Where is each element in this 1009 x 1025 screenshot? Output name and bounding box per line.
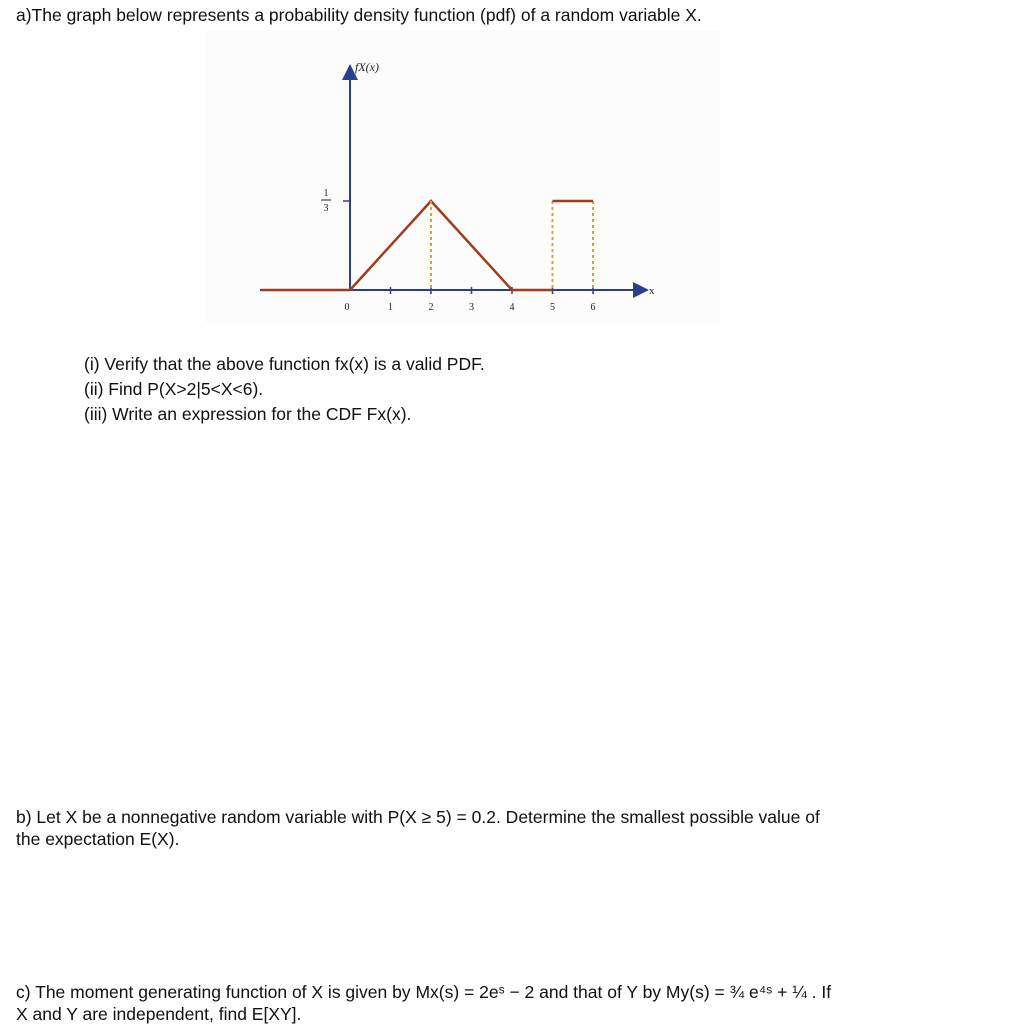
part-a-intro: a)The graph below represents a probability density function (pdf) of a random variable X. <box>16 5 702 25</box>
x-tick-label: 3 <box>469 302 474 313</box>
svg-text:1: 1 <box>323 188 329 199</box>
y-axis-label: fX(x) <box>355 60 379 74</box>
pdf-graph <box>205 30 720 323</box>
x-tick-label: 6 <box>590 302 596 313</box>
part-b-line-2: the expectation E(X). <box>16 829 180 849</box>
part-c-line-1: c) The moment generating function of X is given by Mx(s) = 2eˢ − 2 and that of Y by My(s) = ¾ e⁴ˢ + ¼ . If <box>16 982 832 1002</box>
part-c-line-2: X and Y are independent, find E[XY]. <box>16 1004 302 1024</box>
pdf-graph-svg <box>205 30 720 323</box>
x-tick-label: 4 <box>509 302 515 313</box>
x-tick-label: 0 <box>344 302 350 313</box>
question-a-iii: (iii) Write an expression for the CDF Fx(x). <box>84 404 412 424</box>
svg-text:3: 3 <box>323 203 329 214</box>
x-tick-label: 2 <box>428 302 434 313</box>
x-axis-label: x <box>649 285 655 297</box>
question-a-i: (i) Verify that the above function fx(x) is a valid PDF. <box>84 354 485 374</box>
x-tick-label: 1 <box>388 302 393 313</box>
part-b-line-1: b) Let X be a nonnegative random variable with P(X ≥ 5) = 0.2. Determine the smallest possible value of <box>16 807 820 827</box>
x-tick-label: 5 <box>550 302 555 313</box>
y-tick-label <box>321 188 331 214</box>
question-a-ii: (ii) Find P(X>2|5<X<6). <box>84 379 264 399</box>
